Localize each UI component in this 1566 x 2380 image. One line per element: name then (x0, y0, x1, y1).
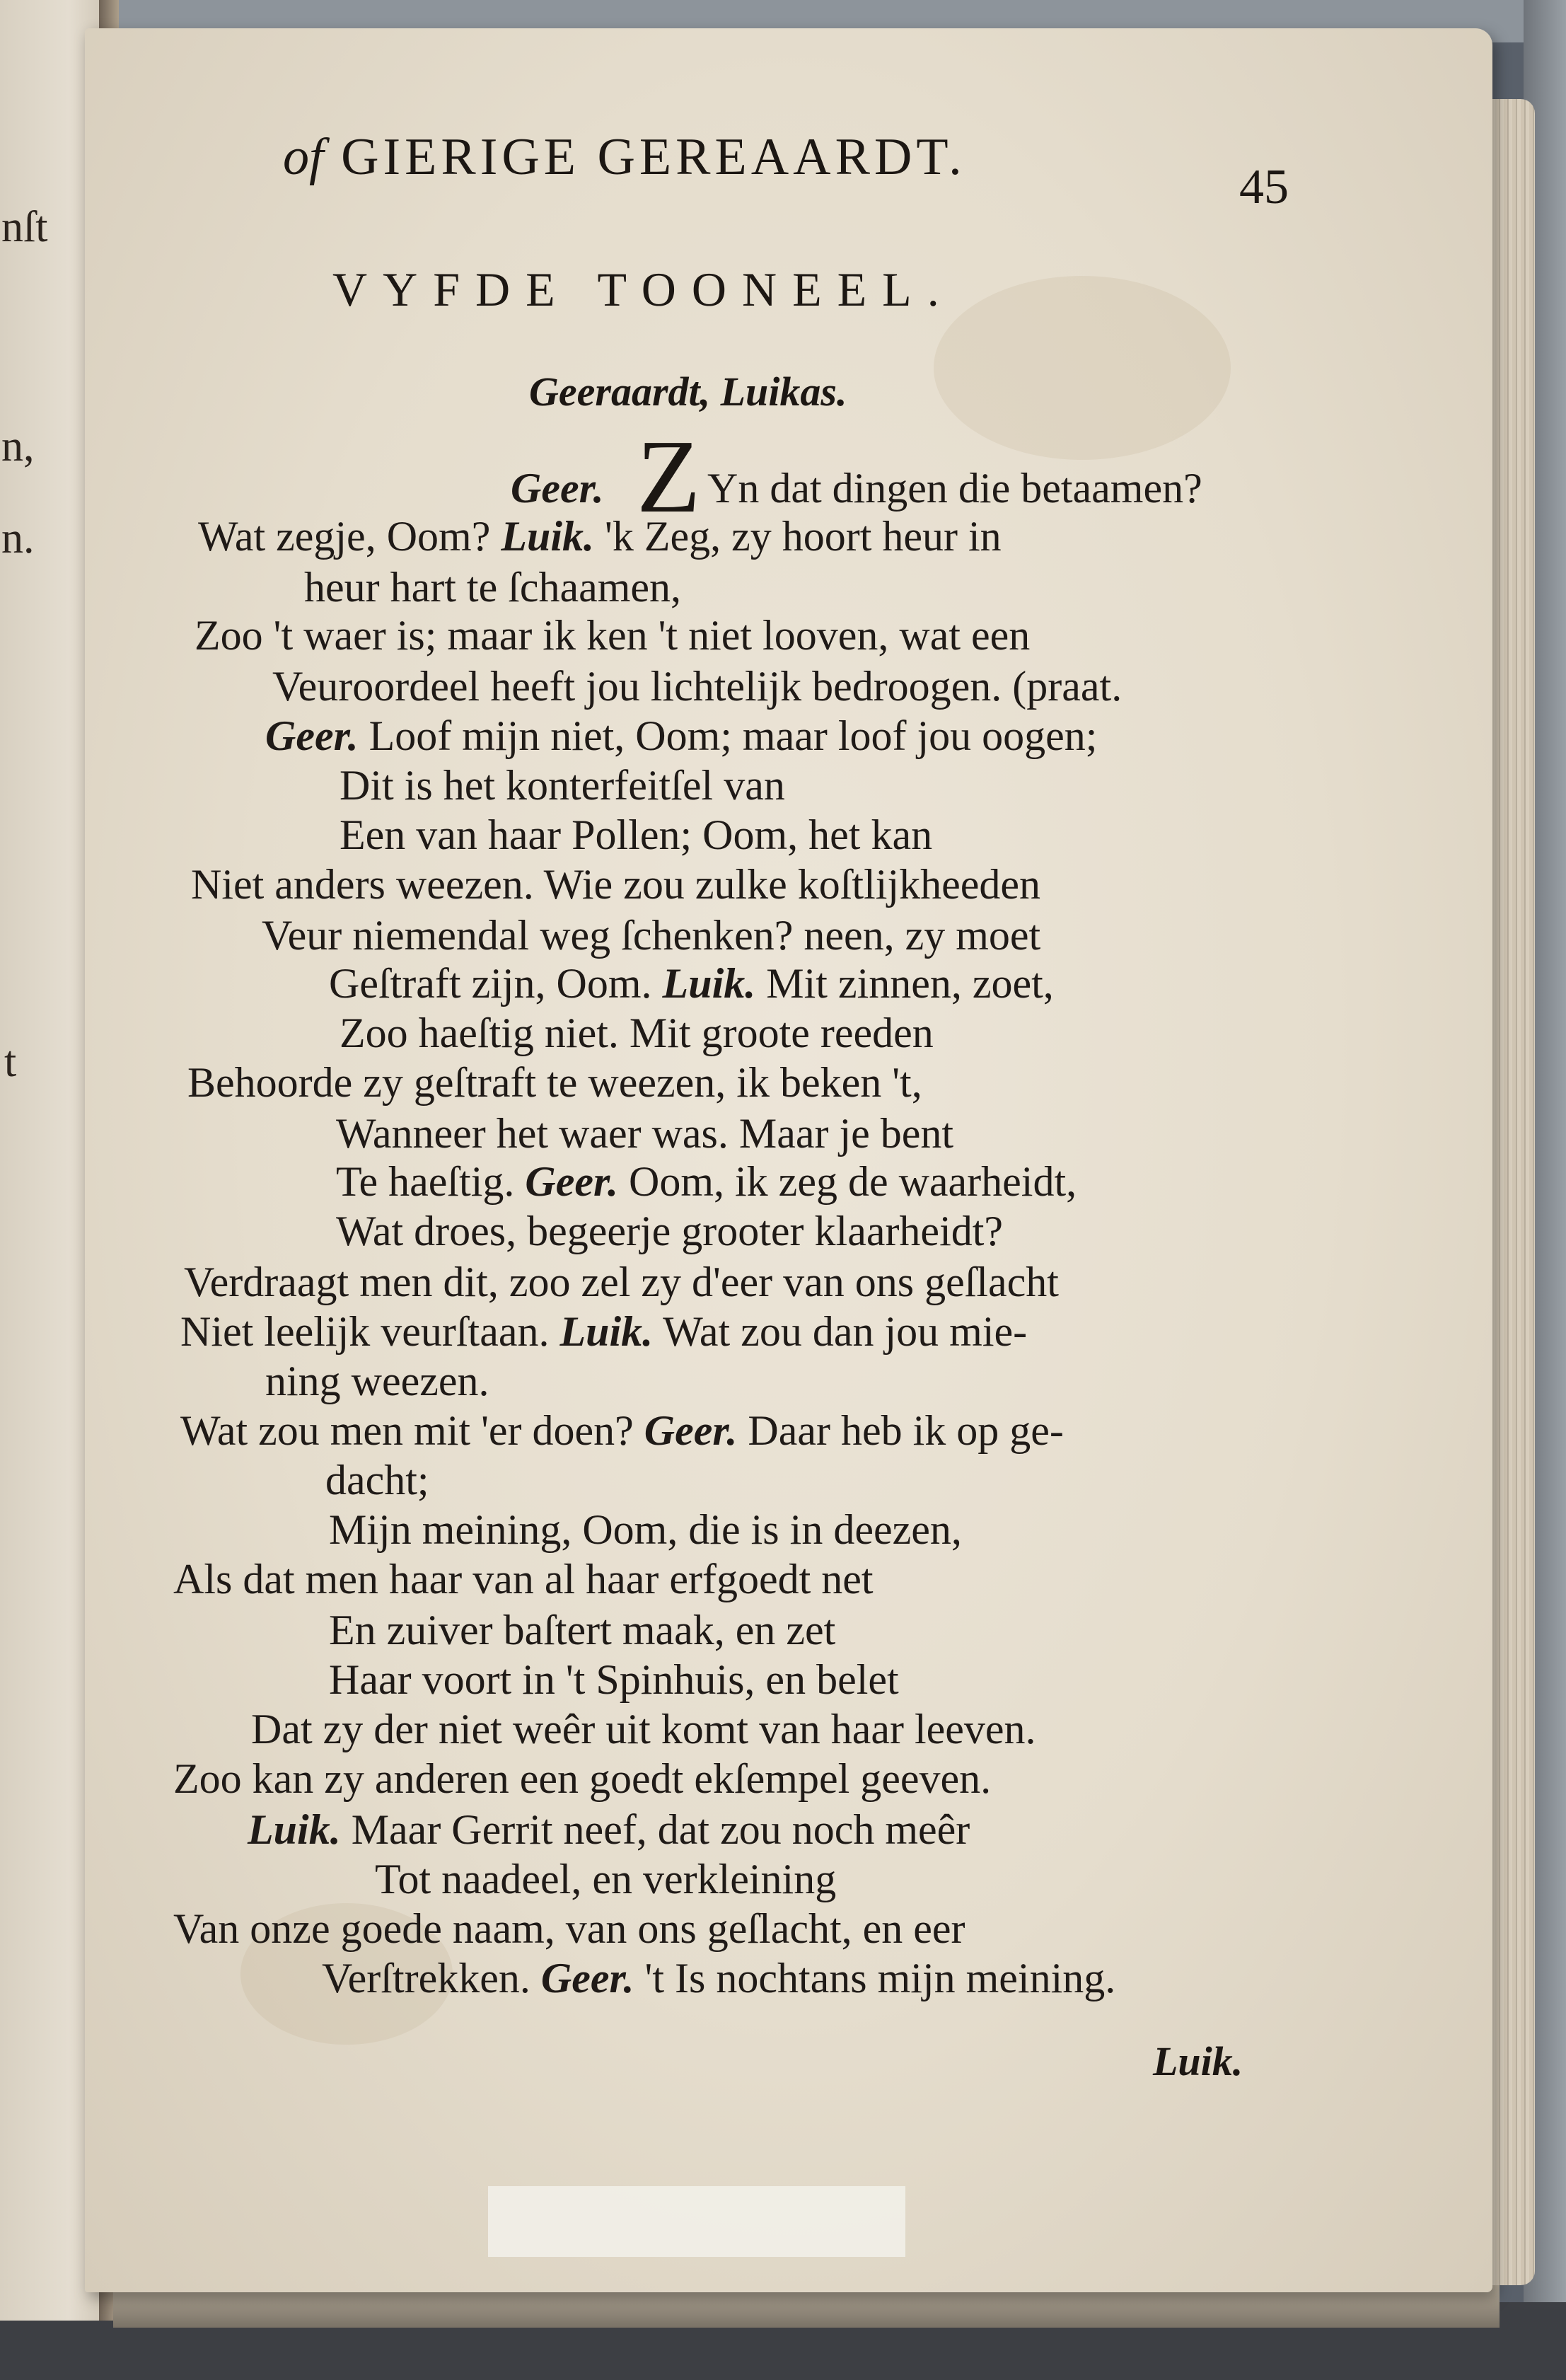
speaker-label: Geer. (265, 712, 359, 759)
verse-text: Geſtraft zijn, Oom. (329, 960, 652, 1007)
verse-line (173, 1558, 874, 1600)
verse-line (265, 1360, 489, 1402)
verse-line (191, 863, 1040, 906)
verse-text: Veuroordeel heeft jou lichtelijk bedroogen. (praat. (272, 663, 1123, 710)
verse-line (329, 1658, 899, 1701)
paper-stain (934, 276, 1231, 460)
catchword: Luik. (1153, 2038, 1243, 2084)
verse-text: Verſtrekken. (322, 1955, 530, 2001)
verse-line (329, 962, 1054, 1005)
verse-text: Dit is het konterfeitſel van (340, 762, 785, 809)
verse-text: Loof mijn niet, Oom; maar loof jou oogen; (369, 712, 1098, 759)
verse-text: En zuiver baſtert maak, en zet (329, 1607, 836, 1653)
opening-line: Yn dat dingen die betaamen? (707, 465, 1202, 512)
left-page-fragment: nſt (1, 203, 48, 251)
verse-line (336, 1112, 953, 1155)
verse-text: Niet anders weezen. Wie zou zulke koſtlijkheeden (191, 861, 1040, 908)
verse-line (325, 1459, 429, 1501)
verse-line (180, 1310, 1027, 1353)
verse-text: Oom, ik zeg de waarheidt, (629, 1158, 1077, 1205)
verse-line (340, 764, 785, 807)
running-head-title: GIERIGE GEREAARDT. (341, 128, 966, 186)
verse-line (329, 1508, 962, 1551)
verse-text: Te haeſtig. (336, 1158, 515, 1205)
verse-line (304, 564, 682, 611)
running-head-prefix: of (283, 128, 324, 186)
verse-text: Als dat men haar van al haar erfgoedt net (173, 1556, 874, 1602)
verse-line (198, 515, 1002, 558)
verse-text: Een van haar Pollen; Oom, het kan (340, 811, 933, 858)
verse-text: Tot naadeel, en verkleining (375, 1856, 837, 1902)
verse-text: Maar Gerrit neef, dat zou noch meêr (351, 1806, 970, 1853)
verse-text: Wat zou dan jou mie- (663, 1308, 1028, 1355)
speaker-label: Luik. (662, 960, 756, 1007)
verse-line (265, 712, 1098, 759)
verse-text: Wat droes, begeerje grooter klaarheidt? (336, 1208, 1004, 1254)
speaker-label: Geer. (644, 1407, 738, 1454)
verse-text: Mit zinnen, zoet, (766, 960, 1054, 1007)
verse-text: Zoo kan zy anderen een goedt ekſempel geeven. (173, 1755, 992, 1802)
verse-text: Zoo haeſtig niet. Mit groote reeden (340, 1010, 934, 1056)
verse-line (322, 1957, 1115, 1999)
verse-text: Daar heb ik op ge- (748, 1407, 1064, 1454)
verse-text: Verdraagt men dit, zoo zel zy d'eer van ons geſlacht (184, 1259, 1059, 1305)
left-page-fragment: n. (1, 514, 35, 562)
page-number: 45 (1239, 160, 1289, 214)
verse-text: Veur niemendal weg ſchenken? neen, zy moet (262, 912, 1041, 959)
speaker-label: Luik. (501, 513, 595, 560)
verse-line (375, 1858, 836, 1900)
verse-line (336, 1160, 1077, 1203)
verse-line (272, 663, 1123, 710)
verse-text: Haar voort in 't Spinhuis, en belet (329, 1656, 899, 1703)
verse-line (187, 1061, 922, 1104)
verse-line (195, 614, 1030, 657)
verse-line (173, 1757, 991, 1800)
speaker-label: Geer. (525, 1158, 619, 1205)
verse-line (184, 1261, 1059, 1303)
verse-text: Wat zou men mit 'er doen? (180, 1407, 634, 1454)
verse-text: Van onze goede naam, van ons geſlacht, en eer (173, 1905, 965, 1952)
opening-speaker: Geer. (511, 465, 604, 512)
verse-line (329, 1609, 835, 1651)
verse-text: Behoorde zy geſtraft te weezen, ik beken 't, (187, 1059, 922, 1106)
verse-text: Dat zy der niet weêr uit komt van haar leeven. (251, 1706, 1036, 1752)
speaker-label: Luik. (248, 1806, 341, 1853)
verse-line (262, 914, 1040, 957)
verse-text: Wanneer het waer was. Maar je bent (336, 1110, 954, 1157)
verse-line (251, 1708, 1036, 1750)
drop-capital: Z (637, 419, 701, 535)
verse-text: Mijn meining, Oom, die is in deezen, (329, 1506, 962, 1553)
running-head (283, 127, 966, 187)
dramatis-personae: Geeraardt, Luikas. (529, 369, 847, 415)
verse-text: heur hart te ſchaamen, (304, 564, 682, 611)
verse-text: 'k Zeg, zy hoort heur in (605, 513, 1002, 560)
scene-title: VYFDE TOONEEL. (332, 262, 955, 316)
verse-text: Wat zegje, Oom? (198, 513, 491, 560)
left-page-fragment: t (4, 1038, 17, 1086)
paper-label-strip (488, 2186, 905, 2257)
verse-text: dacht; (325, 1457, 429, 1503)
verse-line (336, 1210, 1003, 1252)
speaker-label: Luik. (559, 1308, 654, 1355)
left-page-fragment: n, (1, 422, 35, 470)
verse-text: Zoo 't waer is; maar ik ken 't niet looven, wat een (195, 612, 1031, 659)
verse-line (340, 1012, 934, 1054)
speaker-label: Geer. (540, 1955, 634, 2001)
verse-line (173, 1907, 965, 1950)
verse-line (180, 1409, 1064, 1452)
verse-text: ning weezen. (265, 1358, 489, 1404)
verse-text: Niet leelijk veurſtaan. (180, 1308, 550, 1355)
verse-line (248, 1808, 970, 1851)
verse-line (340, 811, 933, 858)
verse-text: 't Is nochtans mijn meining. (644, 1955, 1116, 2001)
